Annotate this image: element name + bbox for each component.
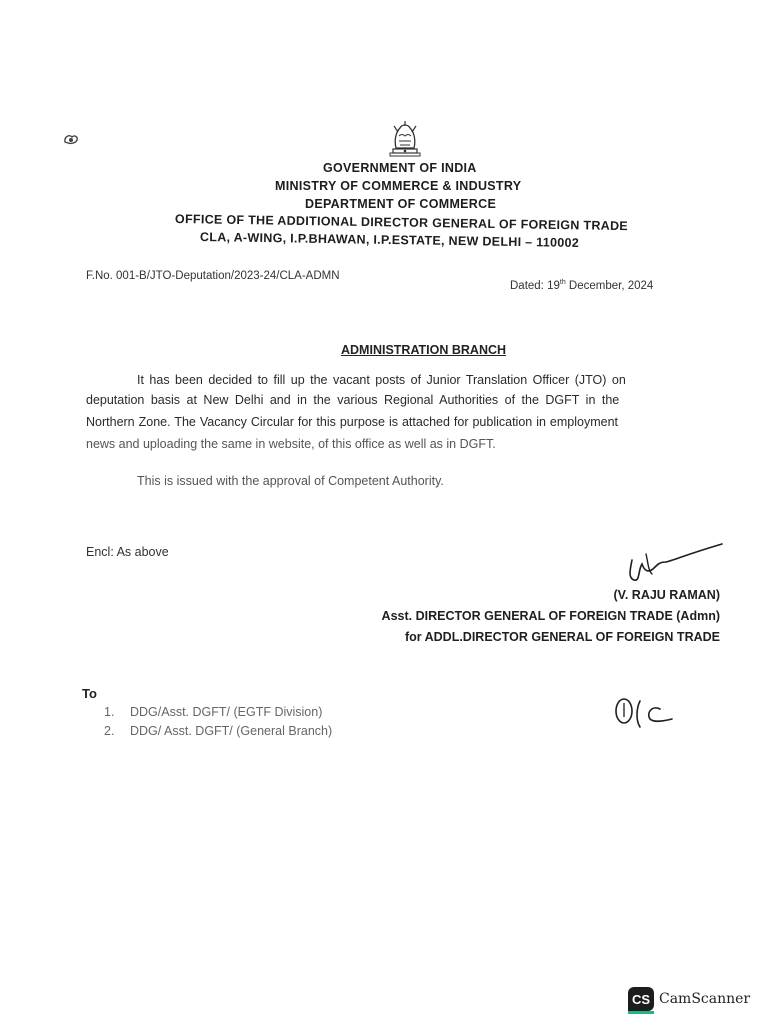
date-month-year: December, 2024: [565, 279, 654, 292]
date-prefix: Dated: 19: [510, 279, 560, 292]
header-department: DEPARTMENT OF COMMERCE: [305, 197, 497, 211]
header-ministry: MINISTRY OF COMMERCE & INDUSTRY: [275, 179, 522, 193]
recipient-item: [104, 724, 332, 738]
date-suffix-ordinal: th: [559, 279, 566, 286]
signatory-name: (V. RAJU RAMAN): [613, 588, 720, 602]
recipient-text: DDG/Asst. DGFT/ (EGTF Division): [130, 705, 323, 719]
header-government: GOVERNMENT OF INDIA: [323, 161, 477, 175]
signature-icon: [618, 540, 728, 586]
body-line-1: It has been decided to fill up the vacant posts of Junior Translation Officer (JTO) on: [137, 373, 626, 387]
camscanner-watermark: [628, 987, 750, 1011]
body-line-3: Northern Zone. The Vacancy Circular for this purpose is attached for publication in employment: [86, 415, 618, 429]
recipient-text: DDG/ Asst. DGFT/ (General Branch): [130, 724, 333, 738]
branch-title: ADMINISTRATION BRANCH: [341, 343, 507, 357]
handwritten-oc-mark-icon: [612, 695, 680, 731]
header-address: CLA, A-WING, I.P.BHAWAN, I.P.ESTATE, NEW DELHI – 110002: [199, 230, 580, 250]
enclosure-note: Encl: As above: [86, 545, 169, 559]
signatory-on-behalf: for ADDL.DIRECTOR GENERAL OF FOREIGN TRADE: [404, 630, 720, 644]
national-emblem-icon: [384, 118, 426, 158]
header-office: OFFICE OF THE ADDITIONAL DIRECTOR GENERAL OF FOREIGN TRADE: [174, 212, 629, 234]
corner-mark-icon: [62, 132, 82, 146]
signatory-designation: Asst. DIRECTOR GENERAL OF FOREIGN TRADE (Admn): [381, 609, 720, 623]
recipient-item: [104, 705, 322, 719]
body-line-2: deputation basis at New Delhi and in the various Regional Authorities of the DGFT in the: [86, 393, 620, 407]
camscanner-text: CamScanner: [659, 991, 751, 1007]
body-line-4: news and uploading the same in website, of this office as well as in DGFT.: [86, 437, 496, 451]
file-number: F.No. 001-B/JTO-Deputation/2023-24/CLA-ADMN: [86, 270, 340, 282]
approval-statement: This is issued with the approval of Competent Authority.: [137, 474, 444, 488]
recipient-number: 1.: [104, 705, 115, 719]
date-line: [510, 279, 653, 292]
camscanner-logo-icon: CS: [628, 987, 654, 1011]
recipient-number: 2.: [104, 724, 115, 738]
to-label: To: [82, 686, 97, 701]
